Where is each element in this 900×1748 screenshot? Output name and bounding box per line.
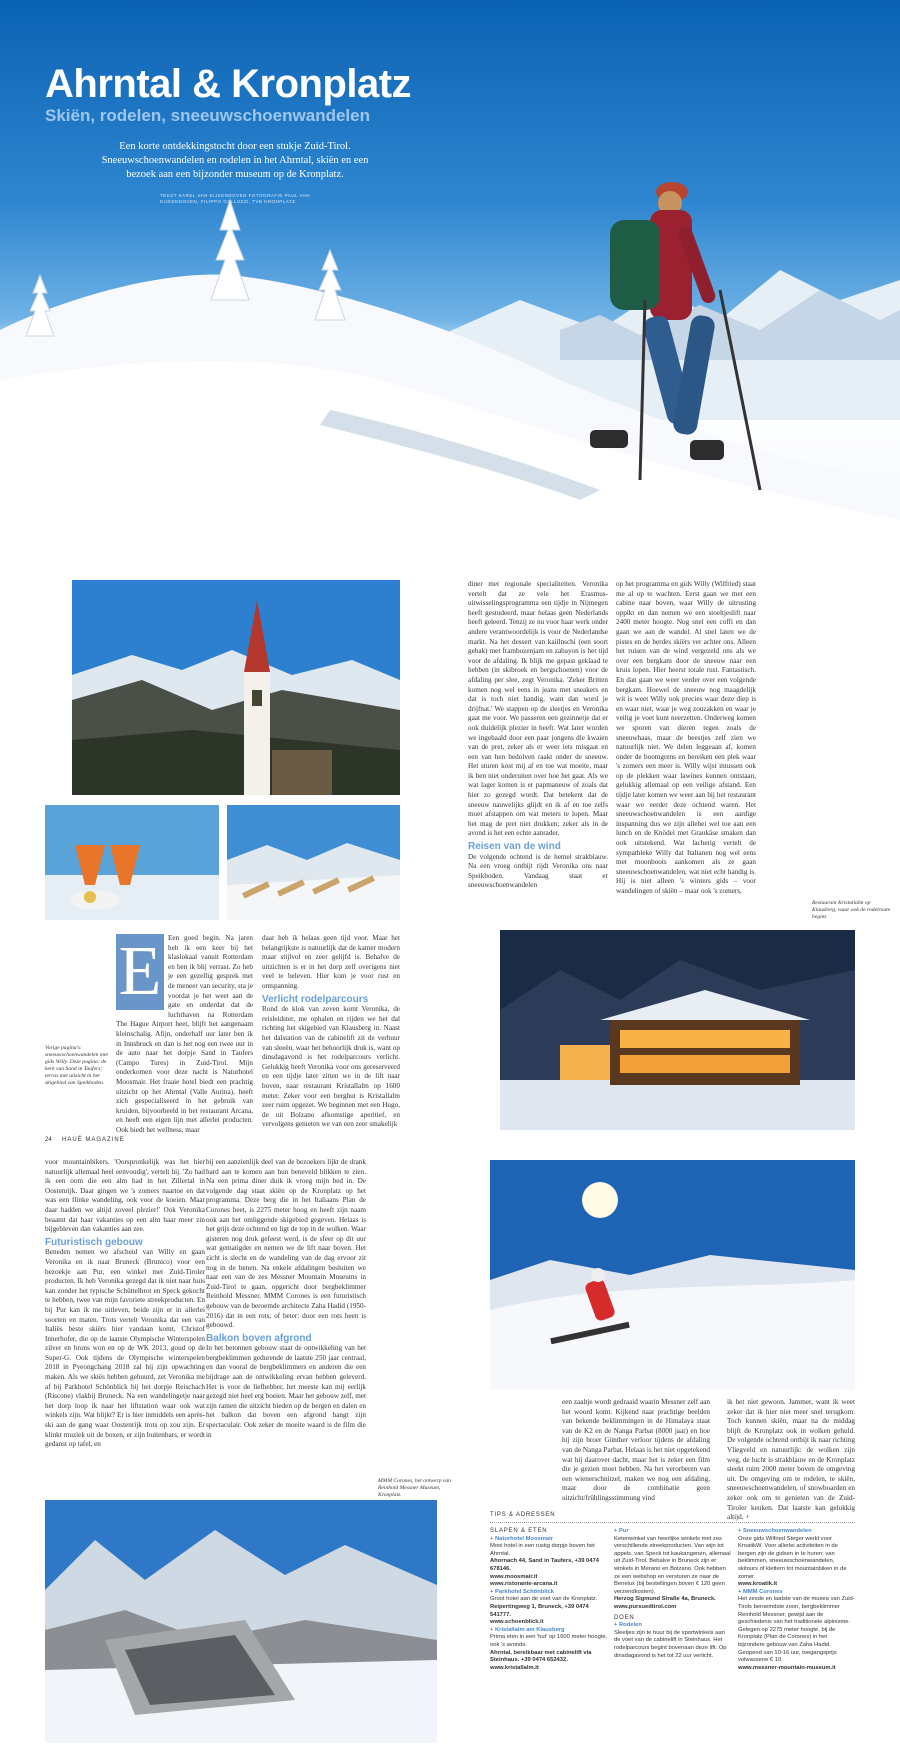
tips-divider xyxy=(490,1522,855,1523)
page-number: 24 xyxy=(45,1137,52,1143)
subheading: Futuristisch gebouw xyxy=(45,1236,143,1248)
skier-photo xyxy=(490,1160,855,1390)
drinks-photo xyxy=(45,805,219,920)
photo-caption: Restaurant Kristallalm op Klausberg, waar ook de rodelroute begint. xyxy=(812,900,891,920)
tips-column-2: + Pur Ketenwinkel van heerlijke winkels met zes verschillende streekproducten. Van wijn tot appels, van Speck tot kaukangenen, allemaal uit Zuid-Tirol. Behalve in Bruneck zijn er winkels in Merano en Bolzano. Ook hebben ze een webshop en versturen ze naar de Benelux (bij bestellingen boven € 120 geen verzendkosten). Herzog Sigmund Straße 4a, Bruneck. www.pursuedtirol.com DOEN + Rodelen Sleetjes zijn te huur bij de sportwinkels aan de voet van de cabinelift in Steinhaus. Het rodelparcours begint bovenaan deze lift. Op dinsdagavond is het tot 22 uur verlicht. xyxy=(614,1528,731,1659)
subheading: Balkon boven afgrond xyxy=(206,1332,312,1344)
drop-cap: E xyxy=(116,934,164,1010)
text-column-e: voor mountainbikers. 'Oorspronkelijk was het hier natuurlijk allemaal heel eenvoudig', vertelt hij. 'Zo had ik een oom die een alm had in het Zillertal in Oostenrijk. Daar gingen we 's zomers naartoe en dat was een flinke wandeling, ook voor de koeien. Maar daar hadden we altijd zoveel plezier!' Ook Veronika beaamt dat haar vakanties op een alm haar meer zin bijgebleven dan vakanties aan zee. Futuristisch gebouw Beneden nemen we afscheid van Willy en gaan Veronika en ik naar Bruneck (Brunico) voor een bezoekje aan Pur, een winkel met Zuid-Tiroler producten. Ik heb Veronika gezegd dat ik niet naar huis kan zonder het typische Schüttelbrot en Speck gekocht te hebben, twee van mijn favoriete streekproducten. En bij Pur kan ik me uitleven, beide zijn er in allerlei soorten en maten. Trots vertelt Veronika dat een van Italiës beste skiërs hier vandaan komt, Christof Innerhofer, die op de laatste Olympische Winterspelen zilver en brons won en op de WK 2013, goud op de Super-G. Ook tijdens de Olympische winterspelen 2018 in Pyeongchang 2018 zal hij zijn opwachting maken. Als we skiës hebben gehuurd, zet Veronika me af bij Parkhotel Schönblick bij het dorpje Reischach (Riscone) vlakbij Bruneck. Na een wandelingetje naar het dorp loop ik naar het liftstation waar ook wat winkels zijn. Wat blijkt? Er is hier inmiddels een après-ski aan de gang waar Oostenrijk trots op zou zijn. Er klinkt muziek uit de boxen, er zijn buitenbars, er wordt gedanst op tafel, en xyxy=(45,1158,205,1449)
photo-caption: Vorige pagina's: sneeuwschoenwandelen met gids Willy. Deze pagina: de kerk van Sand in Taufers; terras met uitzicht in het skigebied van Speikboden. xyxy=(45,1045,108,1086)
subheading: Reisen van de wind xyxy=(468,841,561,853)
text-column-a: Een goed begin. Na jaren heb ik een keer bij het klaslokaal vanuit Rotterdam en ben ik blij verrast. Zo heb je een gezellig gesprek met de meneer van security, sta je voordat je het weet aan de gate en onderdat dat de luchthaven na Rotterdam The Hague Airport heet, blijft het aangenaam kleinschalig. Afijn, onderhalf uur later ben ik in Innsbruck en dan is het nog een twee uur in de auto naar het dorpje Sand in Taufers (Campo Tures) in Zuid-Tirol. Mijn onderkomen voor deze nacht is Naturhotel Moosmair. Het fraaie hotel biedt een prachtig uitzicht op het Ahrntal (Valle Aurina), heeft zich gespecialiseerd in het gebruik van kruiden, bijvoorbeeld in het restaurant Arcana, en heeft een eigen lijn met allerlei producten. Ook biedt het wellness, maar xyxy=(116,934,253,1134)
text-column-g: een zaaltje wordt gedraaid waarin Messner zelf aan het woord komt. Kijkend naar prachtige beelden van bekende beklimmingen in de Himalaya staat van de K2 en de Nanga Parbat (8000 jaar) en hoe hij zijn broer Günther verloor tijdens de afdaling van de Nanga Parbat. Helaas is het niet opgetekend wat hij daarover dacht, maar het is zeker een film die je gezien moet hebben. Na het verorberen van een wienerschnitzel, maken we nog een afdaling, maar door de combinatie geen uitzicht/frühlingsstimmung vind xyxy=(562,1398,710,1502)
article-credits: TEKST KAREL VAN KIJKENDOVEN FOTOGRAFIE PAUL VAN KIJKENDOVEN, FILIPPO GALLUZZI, TVB KRONPLATZ xyxy=(160,193,311,204)
church-photo xyxy=(72,580,400,795)
deckchairs-photo xyxy=(227,805,400,920)
kristallalm-photo xyxy=(500,930,855,1130)
article-intro: Een korte ontdekkingstocht door een stukje Zuid-Tirol. Sneeuwschoenwandelen en rodelen in het Ahrntal, skiën en een bezoek aan een bijzonder museum op de Kronplatz. xyxy=(101,141,369,180)
mmm-corones-photo xyxy=(45,1500,437,1743)
text-column-f: bij een aanzienlijk deel van de bezoekers lijkt de drank hard aan te komen aan hun beneveld blikken te zien. Na een prima diner duik ik vroeg mijn bed in. De volgende dag staat skiën op de Kronplatz op het programma. Deze berg die in het Italiaans Plan de Corones heet, is 2275 meter hoog en heeft zijn naam ook aan het omliggende skigebied gegeven. Helaas is het grijs deze ochtend en ligt de top in de wolken. Waar gisteren nog druk gefeest werd, is de sfeer op dit uur wat gematigder en nemen we de lift naar boven. Het zicht is slecht en de wandeling van de dag ervoor zit nog in de benen. Na enkele afdalingen besluiten we naar een van de zes Messner Mountain Museums in Zuid-Tirol te gaan, opgericht door bergbeklimmer Reinhold Messner. MMM Corones is een futuristisch gebouw van de beroemde architecte Zaha Hadid (1950-2016) dat in een rots, of beter: door een rots heen is gebouwd. Balkon boven afgrond In het betonnen gebouw staat de ontwikkeling van het bergbeklimmen gedurende de laatste 250 jaar centraal, en dan vooral de bergbeklimmers en anderen die een bijdrage aan de ontwikkeling ervan hebben geleverd. Het is voor de liefhebber, het meeste kan mij eerlijk gezegd niet heel erg boeien. Maar het gebouw zelf, met zijn ramen die uitzicht bieden op de bergen en dalen en het balkon dat boven een afgrond hangt zijn spectaculair. Ook zeker de moeite waard is de film die in xyxy=(206,1158,366,1439)
text-column-c: diner met regionale specialiteiten. Veronika vertelt dat ze vele het Erasmus-uitwisselingsprogramma een tijdje in Nijmegen heeft gestudeerd, maar helaas geen Nederlands heeft geleerd. Tenzij ze nu voor haar werk onder andere verantwoordelijk is voor de Nederlandse markt. Na het dessert van kaiilnschi (een soort gebak) met frambozenjam en zabayon is het tijd voor de afdaling. Ik blijk me gepast geklaad te hebben (in skibroek en bergschoenen) voor de afdaling per slee, zegt Veronika. 'Zeker Britten komen nog wel eens in jeans met sneakers en dat is toch niet handig, want dan word je drijfnat.' We stappen op de sleetjes en Veronika gaat me voor. We passeren een gezinnetje dat er ook duidelijk plezier in heeft. Wat later worden we ingehaald door een paar jongens die kwaien van de pret, zeker als er weer iets misgaat en een van hen bedolven raakt onder de sneeuw. Het sturen kost mij af en toe wat moeite, maar ik ben niet onderuiten over hoe het gaat. Als we wat lager komen is er papmaneuw of zoals dat hier zo gezegd wordt. Dat betekent dat de sneeuw nauwelijks glijdt en ik af en toe zelfs moet afstappen om wat meters te lopen. Maar het mag de pret niet drukken; zeker als in de avond is het een echte aanrader. Reisen van de wind De volgende ochtend is de hemel strakblauw. Na een vroeg ontbijt rijdt Veronika ons naar Speikboden. Vandaag staat er sneeuwschoenwandelen xyxy=(468,580,608,890)
subheading: Verlicht rodelparcours xyxy=(262,993,369,1005)
tips-column-1: SLAPEN & ETEN + Naturhotel Moosmair Mooi hotel in een rustig dorpje boven het Ahrntal. Ahornach 44, Sand in Taufers, +39 0474 678146. www.moosmair.it www.ristorante-arcana.it + Parkhotel Schönblick Groot hotel aan de voet van de Kronplatz. Reipertingweg 1, Bruneck, +39 0474 541777. www.schoenblick.it + Kristallalm am Klausberg Prima eten in een 'hut' op 1600 meter hoogte, ook 's avonds. Ahrntal, bereikbaar met cabinelift via Steinhaus. +39 0474 652432. www.kristallalm.it xyxy=(490,1528,608,1671)
article-subtitle: Skiën, rodelen, sneeuwschoenwandelen xyxy=(45,106,370,125)
text-column-d: op het programma en gids Willy (Wilfried) staat me al op te wachten. Eerst gaan we met een cabine naar boven, waar Willy de uitrusting oppikt en dan nemen we een stoeltjeslift naar 2400 meter hoogte. Nog snel een coffi en dan gaan we aan de wandel. Al snel laten we de pistes en de herdes skiërs ver achter ons. Alleen het ruisen van de wind vergezeld ons als we over een bergkam door de sneeuw naar een kruis lopen. Hier heerst totale rust. Fantastisch. En dan gaan we weer verder over een volgende bergkam. Hoewel de sneeuw nog maagdelijk wit is weet Willy ook precies waar deze diep is en waar niet, waar je weg zouzakken en waar je veilig je voet kunt neerzetten. Onderweg komen we sporen van dieren tegen zoals de sneeuwhaas, maar de beestjes zelf zien we natuurlijk niet. We delen leggeaan af, komen onder de boomgrens en bereiken een plek waar 's zomers een meer is. Willy wijst intussen ook op de plekken waar lawines kunnen ontstaan, gelukkig allemaal op een veilige afstand. Een tijdje later komen we weer aan bij het restaurant waar we eerder deze ochtend waren. Het sneeuwschoenwandelen is een aardige inspanning dus we zijn allebei wel toe aan een lunch en de Knödel met Graukäse smaken dan ook uitstekend. Wat lacherig vertelt de sympathieke Willy dat Italianen nog wel eens met moonboots aankomen als ze gaan sneeuwschoenwandelen, wat niet echt handig is. Hij is niet alleen 's winters gids – voor wandelingen of skiën – maar ook 's zomers, xyxy=(616,580,756,895)
text-column-h: ik het niet gewoon. Jammer, want ik weet zeker dat ik hier niet meer snel terugkom. Toch kunnen skiën, maar na de middag blijft de Kronplatz ook in wolken gehuld. De volgende ochtend ontbijt ik naar richting Vliegveld en natuurlijk: de wolken zijn weg, de lucht is strakblauw en de Kronplatz steekt ruim 2000 meter boven de omgeving uit. De omgeving om te rodelen, te skiën, sneeuwschoenwandelen, of snowboarden en zeker ook om te genieten van de Zuid-Tiroler keuken. Dat laatste kan gelukkig altijd. + xyxy=(727,1398,855,1522)
tips-heading: TIPS & ADRESSEN xyxy=(490,1512,556,1518)
article-title: Ahrntal & Kronplatz xyxy=(45,62,412,106)
tips-column-3: + Sneeuwschoenwandelen Onze gids Wilfried Steger werkt voor KroatikW. Voor allerlei activiteiten in de bergen zijn de gidsen in te huren: van beklimmen, sneeuwschoenwandelen, skitours of klettern tot mountainbiken in de zomer. www.kroatik.it + MMM Corones Het zesde en laatste van de musea van Zuid-Tirols beroemdste zoon, bergbeklimmer Reinhold Messner, gewijd aan de geschiedenis van het traditionele alpinisme. Gelegen op 2275 meter hoogte, bij de Kronplatz (Plan de Corones) in het bijzondere gebouw van Zaha Hadid. Geopend van 10-16 uur, toegangsprijs volwassene € 10. www.messner-mountain-museum.it xyxy=(738,1528,855,1671)
magazine-name: HAUÉ MAGAZINE xyxy=(62,1137,125,1143)
photo-caption: MMM Corones, het ontwerp van Reinhold Messner Museum, Kronplatz. xyxy=(378,1478,451,1498)
text-column-b: daar heb ik helaas geen tijd voor. Maar het belangrijkste is natuurlijk dat de kamer modern maar stijlvol en zeer gelijfd is. Behalve de uitzichten is er in het dorp zelf overigens niet veel te beleven. Hier kom je voor rust en ontspanning. Verlicht rodelparcours Rond de klok van zeven komt Veronika, de reisleidster, me ophalen en rijden we het dal richting het skigebied van Klausberg in. Naast het dalstation van de cabinelift zit de verhuur van sleeën, waar het behoorlijk druk is, want op dinsdagavond is het rodelparcours verlicht. Gelukkig heeft Veronika voor ons gereserveerd en een tijdje later zitten we in de lift naar boven, naar restaurant Kristallalm op 1600 meter. Zeker voor een berghut is Kristallalm zeer ruim opgezet. We beginnen met een Hugo, de uit Bolzano afkomstige aperitief, en vervolgens genieten we van een zeer smakelijk xyxy=(262,934,400,1129)
